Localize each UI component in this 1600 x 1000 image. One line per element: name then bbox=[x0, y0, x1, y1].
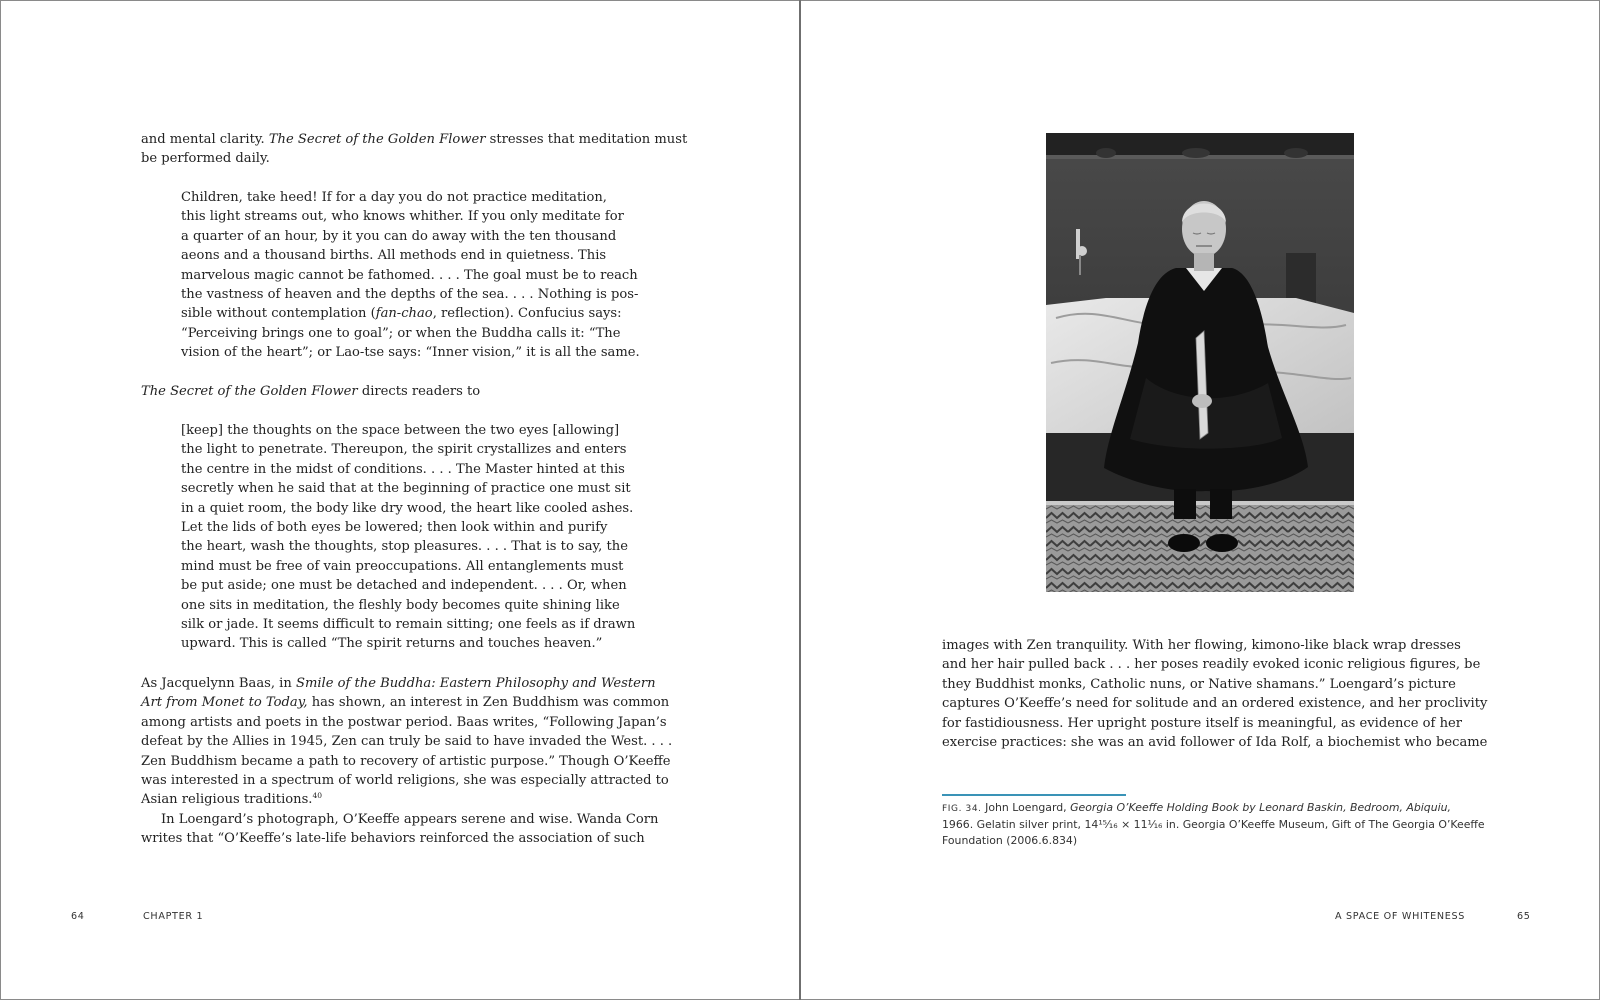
text-run: be put aside; one must be detached and independent. . . . Or, when bbox=[181, 578, 627, 594]
left-paragraph-3 bbox=[141, 674, 673, 810]
text-run: Asian religious traditions. bbox=[141, 792, 313, 808]
right-running-head: A SPACE OF WHITENESS bbox=[1335, 911, 1466, 922]
text-line bbox=[942, 800, 1462, 817]
right-folio: 65 bbox=[1517, 911, 1531, 922]
text-line bbox=[181, 615, 636, 634]
text-run: they Buddhist monks, Catholic nuns, or Native shamans.” Loengard’s picture bbox=[942, 676, 1456, 692]
text-run: sible without contemplation ( bbox=[181, 306, 376, 322]
text-run: a quarter of an hour, by it you can do away with the ten thousand bbox=[181, 228, 617, 244]
text-line bbox=[141, 382, 661, 401]
text-run: one sits in meditation, the fleshly body becomes quite shining like bbox=[181, 597, 620, 613]
text-line bbox=[181, 518, 621, 537]
text-line bbox=[141, 810, 661, 829]
footnote-ref: 40 bbox=[312, 791, 323, 801]
text-run: [keep] the thoughts on the space between the two eyes [allowing] bbox=[181, 423, 620, 438]
text-line bbox=[181, 266, 638, 285]
text-run: John Loengard, bbox=[981, 801, 1071, 814]
text-run: Children, take heed! If for a day you do not practice meditation, bbox=[181, 190, 607, 205]
text-line bbox=[181, 227, 621, 246]
text-line bbox=[181, 499, 634, 518]
text-line bbox=[141, 149, 661, 168]
text-line bbox=[181, 479, 631, 498]
text-run: for fastidiousness. Her upright posture itself is meaningful, as evidence of her bbox=[942, 715, 1463, 731]
text-line bbox=[141, 732, 673, 751]
text-run: silk or jade. It seems difficult to remain sitting; one feels as if drawn bbox=[181, 617, 636, 633]
italic-run: The Secret of the Golden Flower bbox=[141, 384, 358, 399]
italic-run: fan-chao bbox=[375, 306, 433, 322]
italic-run: Art from Monet to Today, bbox=[141, 695, 308, 711]
text-line bbox=[181, 576, 627, 595]
text-line bbox=[942, 733, 1488, 752]
text-line bbox=[181, 421, 621, 440]
text-line bbox=[181, 596, 621, 615]
photo-illustration bbox=[1046, 133, 1354, 592]
text-line bbox=[141, 771, 669, 790]
text-line bbox=[141, 790, 661, 809]
text-run: “Perceiving brings one to goal”; or when the Buddha calls it: “The bbox=[181, 325, 621, 341]
left-folio: 64 bbox=[71, 911, 85, 922]
text-run: in a quiet room, the body like dry wood, the heart like cooled ashes. bbox=[181, 500, 634, 516]
text-run: and mental clarity. bbox=[141, 132, 269, 147]
text-line bbox=[942, 817, 1485, 833]
text-line bbox=[942, 675, 1462, 694]
text-run: the vastness of heaven and the depths of the sea. . . . Nothing is pos- bbox=[181, 287, 639, 303]
text-line bbox=[181, 557, 624, 576]
text-run: secretly when he said that at the beginning of practice one must sit bbox=[181, 481, 631, 497]
italic-run: Smile of the Buddha: Eastern Philosophy and Western bbox=[295, 676, 656, 691]
text-line bbox=[141, 693, 670, 712]
text-run: among artists and poets in the postwar period. Baas writes, “Following Japan’s bbox=[141, 714, 667, 730]
text-line bbox=[181, 537, 628, 556]
text-line bbox=[141, 674, 661, 693]
italic-run: The Secret of the Golden Flower bbox=[268, 132, 486, 147]
text-run: writes that “O’Keeffe’s late-life behaviors reinforced the association of such bbox=[141, 831, 645, 847]
text-run: has shown, an interest in Zen Buddhism was common bbox=[307, 695, 670, 711]
text-run: images with Zen tranquility. With her flowing, kimono-like black wrap dresses bbox=[942, 638, 1461, 653]
text-line bbox=[942, 714, 1462, 733]
text-run: aeons and a thousand births. All methods end in quietness. This bbox=[181, 248, 607, 264]
text-run: the heart, wash the thoughts, stop pleasures. . . . That is to say, the bbox=[181, 539, 628, 555]
text-line bbox=[942, 694, 1488, 713]
text-run: Zen Buddhism became a path to recovery of artistic purpose.” Though O’Keeffe bbox=[141, 753, 671, 769]
text-line bbox=[181, 246, 621, 265]
text-line bbox=[181, 460, 625, 479]
text-run: marvelous magic cannot be fathomed. . . . The goal must be to reach bbox=[181, 267, 638, 283]
text-run: Let the lids of both eyes be lowered; then look within and purify bbox=[181, 520, 608, 536]
text-run: captures O’Keeffe’s need for solitude and an ordered existence, and her proclivity bbox=[942, 696, 1488, 712]
text-line bbox=[141, 752, 671, 771]
text-run: was interested in a spectrum of world religions, she was especially attracted to bbox=[141, 773, 669, 789]
text-run: , reflection). Confucius says: bbox=[432, 306, 622, 322]
text-run: the centre in the midst of conditions. . . . The Master hinted at this bbox=[181, 461, 625, 477]
text-run: In Loengard’s photograph, O’Keeffe appears serene and wise. Wanda Corn bbox=[161, 812, 659, 827]
text-line bbox=[181, 324, 621, 343]
text-run: be performed daily. bbox=[141, 151, 270, 167]
text-line bbox=[181, 343, 640, 362]
block-quote-2 bbox=[181, 421, 636, 654]
caption-rule bbox=[942, 794, 1126, 796]
text-run: 1966. Gelatin silver print, 14¹⁵⁄₁₆ × 11¹⁄₁₆ in. Georgia O’Keeffe Museum, Gift of The Georgia O’Keeffe bbox=[942, 818, 1485, 832]
text-run: directs readers to bbox=[357, 384, 481, 399]
left-paragraph-1 bbox=[141, 130, 688, 169]
text-line bbox=[141, 713, 667, 732]
text-run: defeat by the Allies in 1945, Zen can truly be said to have invaded the West. . . . bbox=[141, 734, 673, 750]
text-line bbox=[141, 829, 661, 848]
figure-number: FIG. 34. bbox=[942, 804, 982, 814]
left-running-head: CHAPTER 1 bbox=[143, 911, 204, 922]
text-line bbox=[181, 304, 621, 323]
photograph bbox=[1046, 133, 1354, 592]
left-paragraph-4 bbox=[141, 810, 661, 849]
text-run: As Jacquelynn Baas, in bbox=[141, 676, 296, 691]
right-paragraph-1 bbox=[942, 636, 1488, 752]
text-line bbox=[181, 188, 621, 207]
italic-run: Georgia O’Keeffe Holding Book by Leonard Baskin, Bedroom, Abiquiu, bbox=[1070, 801, 1452, 814]
text-line bbox=[181, 440, 627, 459]
text-line bbox=[942, 833, 1462, 849]
page-gutter bbox=[799, 0, 801, 1000]
text-run: this light streams out, who knows whither. If you only meditate for bbox=[181, 209, 624, 225]
text-run: upward. This is called “The spirit returns and touches heaven.” bbox=[181, 636, 603, 652]
text-line bbox=[141, 130, 688, 149]
text-line bbox=[942, 655, 1481, 674]
text-run: exercise practices: she was an avid follower of Ida Rolf, a biochemist who became bbox=[942, 735, 1488, 751]
text-run: and her hair pulled back . . . her poses readily evoked iconic religious figures, be bbox=[942, 657, 1481, 673]
text-run: mind must be free of vain preoccupations. All entanglements must bbox=[181, 558, 624, 574]
text-line bbox=[181, 207, 624, 226]
text-run: Foundation (2006.6.834) bbox=[942, 834, 1078, 848]
block-quote-1 bbox=[181, 188, 640, 363]
figure-caption bbox=[942, 800, 1485, 850]
text-line bbox=[942, 636, 1462, 655]
text-line bbox=[181, 285, 639, 304]
text-line bbox=[181, 634, 621, 653]
text-run: the light to penetrate. Thereupon, the spirit crystallizes and enters bbox=[181, 442, 627, 458]
left-paragraph-2 bbox=[141, 382, 661, 401]
text-run: stresses that meditation must bbox=[485, 132, 688, 147]
text-run: vision of the heart”; or Lao-tse says: “Inner vision,” it is all the same. bbox=[181, 345, 640, 361]
